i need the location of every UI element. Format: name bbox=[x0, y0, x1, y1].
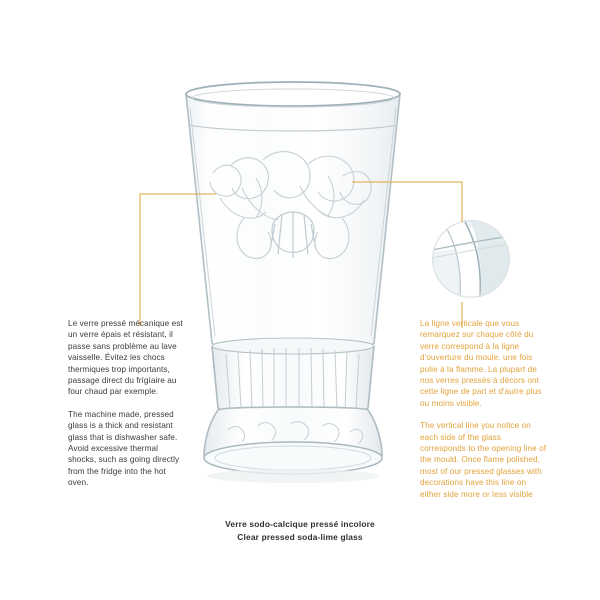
caption-fr: Verre sodo-calcique pressé incolore bbox=[225, 519, 375, 529]
right-annotation-en: The vertical line you notice on each side of the glass corresponds to the opening line of the mould. Once flame polished, most of our pressed glasses with decorations have this line on either side more or less visible bbox=[420, 421, 547, 499]
left-annotation-en: The machine made, pressed glass is a thick and resistant glass that is dishwasher safe. Avoid excessive thermal shocks, such as going directly from the fridge into the hot oven. bbox=[68, 409, 180, 488]
glass-illustration bbox=[168, 78, 418, 508]
left-annotation-fr: Le verre pressé mécanique est un verre épais et résistant, il passe sans problème au lave vaisselle. Évitez les chocs thermiques trop importants, passage direct du frígíaire au four chaud par exemple. bbox=[68, 319, 183, 397]
left-annotation-block bbox=[68, 318, 186, 489]
product-caption bbox=[0, 518, 600, 544]
caption-en: Clear pressed soda-lime glass bbox=[237, 532, 363, 542]
pressed-glass-icon bbox=[168, 78, 418, 508]
right-annotation-block bbox=[420, 318, 548, 500]
right-annotation-fr: La ligne verticale que vous remarquez sur chaque côté du verre correspond à la ligne d'ouverture du moule. une fois polie à la flamme. La plupart de nos verres pressés à décors ont cette ligne de part et d'autre plus ou moins visible. bbox=[420, 319, 542, 408]
mould-seam-detail-zoom bbox=[432, 220, 510, 298]
detail-zoom-icon bbox=[432, 220, 510, 298]
